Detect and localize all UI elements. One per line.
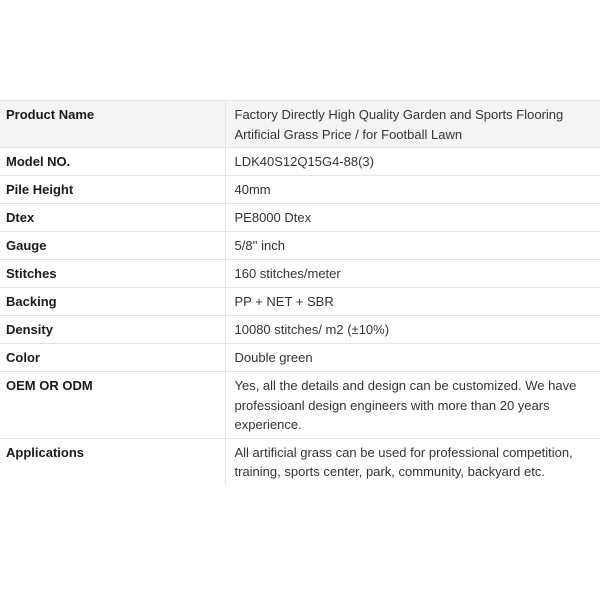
spec-value: Yes, all the details and design can be customized. We have professioanl design engineers with more than 20 years experience.	[225, 372, 600, 439]
spec-value: Double green	[225, 344, 600, 372]
spec-value: 10080 stitches/ m2 (±10%)	[225, 316, 600, 344]
spec-label: Pile Height	[6, 182, 74, 197]
spec-row-model-no	[0, 148, 600, 176]
spec-row-density	[0, 316, 600, 344]
spec-value: 5/8'' inch	[225, 232, 600, 260]
spec-row-applications	[0, 438, 600, 485]
spec-label: Product Name	[0, 101, 225, 148]
product-spec-table	[0, 100, 600, 485]
spec-value: PE8000 Dtex	[225, 204, 600, 232]
spec-row-stitches	[0, 260, 600, 288]
spec-label: Model NO.	[6, 154, 71, 169]
spec-row-pile-height	[0, 176, 600, 204]
spec-row-color	[0, 344, 600, 372]
spec-label: Backing	[6, 294, 57, 309]
spec-label: Applications	[6, 444, 85, 460]
spec-value: LDK40S12Q15G4-88(3)	[225, 148, 600, 176]
spec-row-backing	[0, 288, 600, 316]
spec-row-dtex	[0, 204, 600, 232]
spec-value: PP + NET + SBR	[225, 288, 600, 316]
spec-label: Gauge	[6, 238, 47, 253]
spec-label: Stitches	[6, 266, 57, 281]
spec-value: Factory Directly High Quality Garden and Sports Flooring Artificial Grass Price / for Football Lawn	[225, 101, 600, 148]
spec-label: Color	[6, 350, 40, 365]
spec-value: 40mm	[225, 176, 600, 204]
spec-row-product-name	[0, 101, 600, 148]
spec-value: 160 stitches/meter	[225, 260, 600, 288]
spec-row-gauge	[0, 232, 600, 260]
spec-value: All artificial grass can be used for professional competition, training, sports center, park, community, backyard etc.	[225, 438, 600, 485]
spec-label: Density	[6, 322, 53, 337]
spec-row-oem-odm	[0, 372, 600, 439]
spec-label: Dtex	[6, 210, 35, 225]
spec-label: OEM OR ODM	[6, 378, 93, 393]
